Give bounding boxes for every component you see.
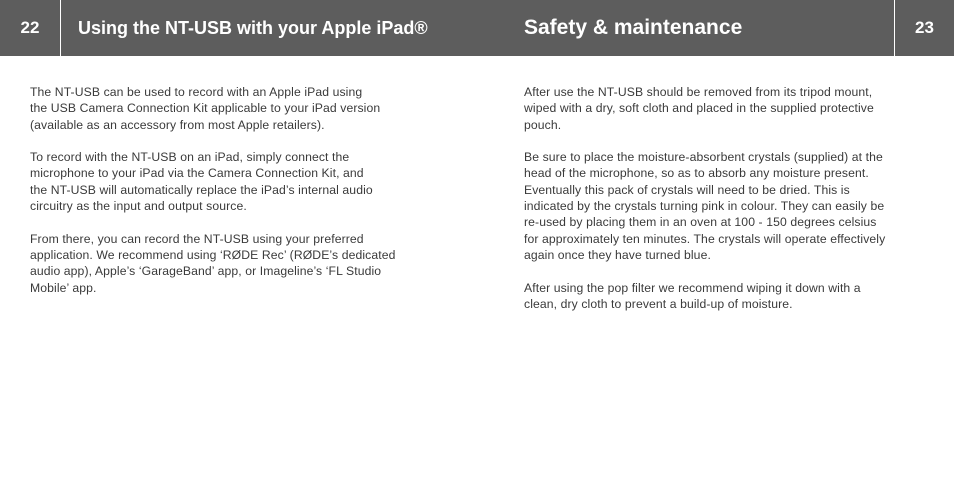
text-line: application. We recommend using ‘RØDE Rec’ (RØDE’s dedicated xyxy=(30,247,396,262)
text-line: for approximately ten minutes. The crystals will operate effectively xyxy=(524,231,886,246)
text-line: wiped with a dry, soft cloth and placed in the supplied protective xyxy=(524,101,874,116)
text-line: re-used by placing them in an oven at 100 - 150 degrees celsius xyxy=(524,215,877,230)
text-line: again once they have turned blue. xyxy=(524,247,711,262)
text-line: clean, dry cloth to prevent a build-up of moisture. xyxy=(524,296,793,311)
text-line: From there, you can record the NT-USB using your preferred xyxy=(30,231,364,246)
page-number-right: 23 xyxy=(894,0,954,56)
text-line: After using the pop filter we recommend wiping it down with a xyxy=(524,280,861,295)
text-line: circuitry as the input and output source. xyxy=(30,199,247,214)
text-line: (available as an accessory from most Apple retailers). xyxy=(30,117,325,132)
text-line: Eventually this pack of crystals will need to be dried. This is xyxy=(524,182,850,197)
text-line: Mobile’ app. xyxy=(30,280,97,295)
page-number-left: 22 xyxy=(0,0,61,56)
section-title-right: Safety & maintenance xyxy=(524,16,743,39)
paragraph xyxy=(30,231,440,296)
paragraph xyxy=(524,280,924,313)
text-line: Be sure to place the moisture-absorbent crystals (supplied) at the xyxy=(524,150,883,165)
text-line: the USB Camera Connection Kit applicable to your iPad version xyxy=(30,101,381,116)
right-page-body xyxy=(524,84,924,328)
text-line: The NT-USB can be used to record with an Apple iPad using xyxy=(30,85,363,99)
text-line: pouch. xyxy=(524,117,562,132)
paragraph xyxy=(524,149,924,263)
left-page-body xyxy=(30,84,440,312)
text-line: audio app), Apple’s ‘GarageBand’ app, or Imageline’s ‘FL Studio xyxy=(30,264,382,279)
paragraph xyxy=(30,84,440,133)
text-line: indicated by the crystals turning pink in colour. They can easily be xyxy=(524,199,885,214)
text-line: head of the microphone, so as to absorb any moisture present. xyxy=(524,166,869,181)
text-line: After use the NT-USB should be removed from its tripod mount, xyxy=(524,85,873,99)
text-line: microphone to your iPad via the Camera Connection Kit, and xyxy=(30,166,364,181)
text-line: the NT-USB will automatically replace the iPad’s internal audio xyxy=(30,182,373,197)
section-title-left: Using the NT-USB with your Apple iPad® xyxy=(78,17,428,38)
text-line: To record with the NT-USB on an iPad, simply connect the xyxy=(30,150,350,165)
paragraph xyxy=(30,149,440,214)
header-bar xyxy=(0,0,954,56)
paragraph xyxy=(524,84,924,133)
